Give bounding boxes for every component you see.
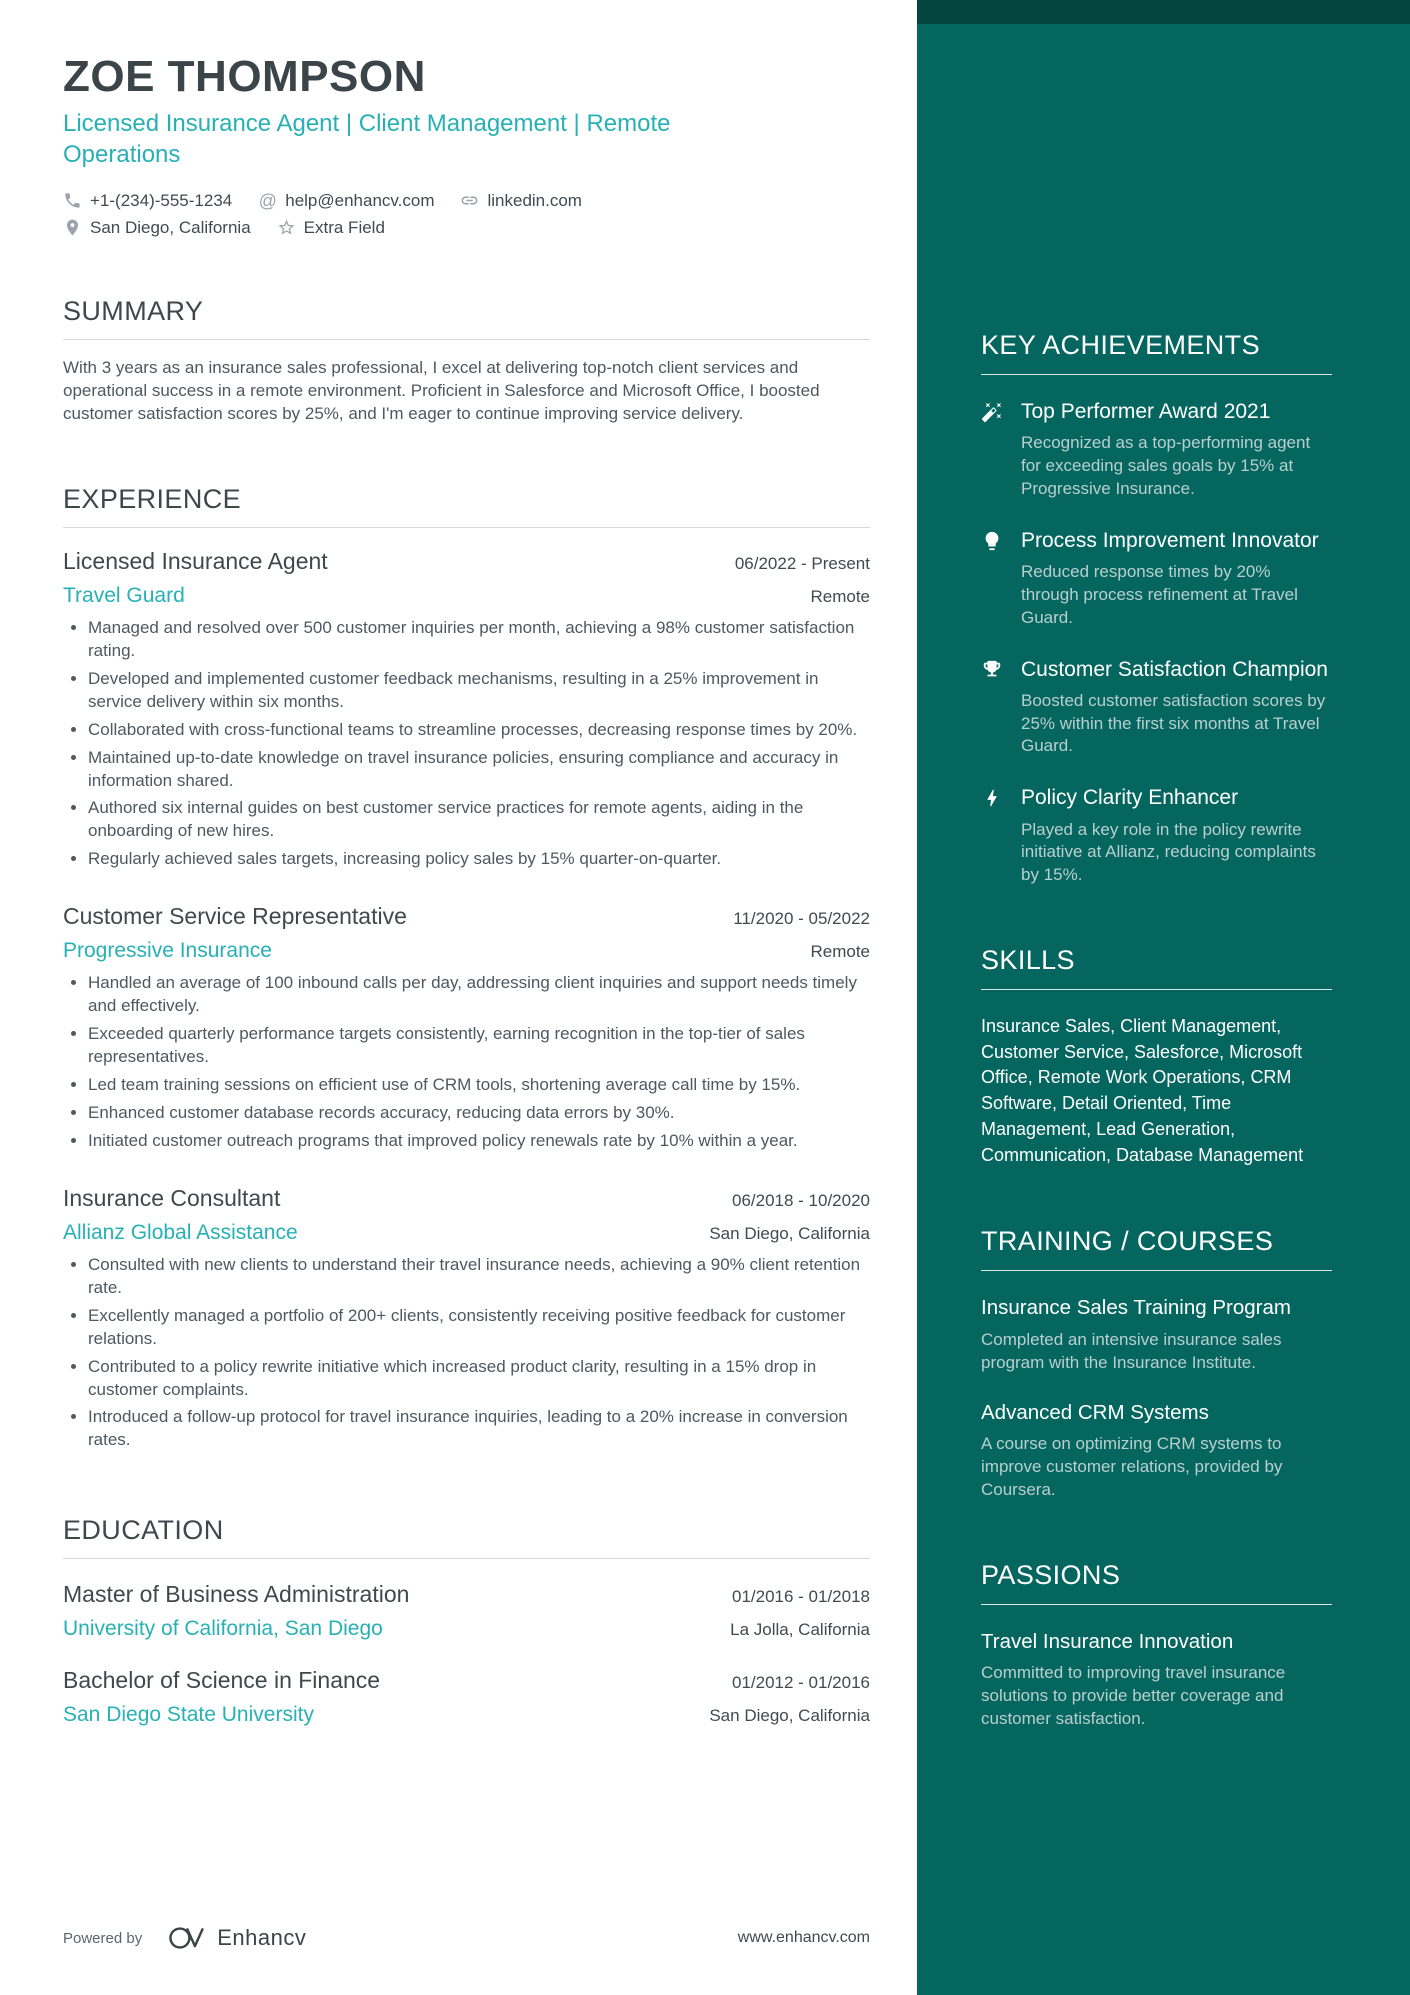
education-section (63, 1515, 870, 1727)
bullet: • Developed and implemented customer feedback mechanisms, resulting in a 25% improvement in service delivery within six months. (88, 668, 870, 714)
enhancv-wordmark: Enhancv (217, 1925, 307, 1950)
powered-by-label: Powered by (63, 1929, 143, 1947)
job-dates: 06/2018 - 10/2020 (731, 1190, 870, 1210)
achievement-item (981, 399, 1332, 501)
job-entry (63, 1185, 870, 1453)
sidebar-top-band (917, 0, 1410, 24)
magic-wand-icon (981, 399, 1005, 501)
bullet: • Introduced a follow-up protocol for travel insurance inquiries, leading to a 20% increase in conversion rates. (88, 1406, 870, 1452)
linkedin-url[interactable]: linkedin.com (487, 190, 582, 210)
achievement-description: Boosted customer satisfaction scores by 25% within the first six months at Travel Guard. (1021, 690, 1326, 756)
passion-title: Travel Insurance Innovation (981, 1629, 1234, 1653)
passions-heading: PASSIONS (981, 1560, 1332, 1605)
school-name: San Diego State University (63, 1703, 314, 1727)
contact-info (63, 191, 870, 238)
bullet: • Maintained up-to-date knowledge on travel insurance policies, ensuring compliance and accuracy in information shared. (88, 747, 870, 793)
course-description: Completed an intensive insurance sales program with the Insurance Institute. (981, 1330, 1282, 1372)
school-name: University of California, San Diego (63, 1617, 383, 1641)
course-title: Insurance Sales Training Program (981, 1296, 1291, 1320)
email-address[interactable]: help@enhancv.com (285, 190, 435, 210)
skills-list: Insurance Sales, Client Management, Customer Service, Salesforce, Microsoft Office, Remote Work Operations, CRM Software, Detail Oriented, Time Management, Lead Generation, Communication, Database Management (981, 1016, 1304, 1165)
achievement-item (981, 528, 1332, 630)
company-name: Progressive Insurance (63, 939, 272, 963)
extra-field-text: Extra Field (303, 217, 385, 237)
summary-heading: SUMMARY (63, 296, 870, 340)
education-dates: 01/2012 - 01/2016 (731, 1673, 870, 1693)
trophy-icon (981, 657, 1005, 759)
job-entry (63, 548, 870, 871)
experience-heading: EXPERIENCE (63, 484, 870, 528)
achievement-title: Policy Clarity Enhancer (1021, 786, 1239, 810)
person-name: ZOE THOMPSON (63, 52, 426, 101)
course-item (981, 1295, 1332, 1374)
job-dates: 06/2022 - Present (734, 553, 870, 573)
bullet: • Exceeded quarterly performance targets consistently, earning recognition in the top-tier of sales representatives. (88, 1023, 870, 1069)
course-description: A course on optimizing CRM systems to improve customer relations, provided by Coursera. (981, 1434, 1283, 1499)
site-url[interactable]: www.enhancv.com (737, 1929, 870, 1946)
company-name: Travel Guard (63, 583, 185, 607)
phone-icon (63, 191, 82, 210)
job-location: San Diego, California (709, 1223, 870, 1243)
phone-contact (63, 191, 232, 211)
education-heading: EDUCATION (63, 1515, 870, 1559)
achievement-item (981, 785, 1332, 887)
link-icon (460, 191, 479, 210)
enhancv-logo (168, 1923, 306, 1953)
bullet: • Regularly achieved sales targets, increasing policy sales by 15% quarter-on-quarter. (88, 848, 870, 871)
skills-heading: SKILLS (981, 945, 1332, 990)
course-item (981, 1400, 1332, 1502)
footer (63, 1923, 870, 1953)
achievement-item (981, 657, 1332, 759)
course-title: Advanced CRM Systems (981, 1400, 1209, 1424)
job-title: Customer Service Representative (63, 903, 407, 930)
degree: Master of Business Administration (63, 1581, 410, 1608)
bullet: • Handled an average of 100 inbound calls per day, addressing client inquiries and support needs timely and effectively. (88, 972, 870, 1018)
training-heading: TRAINING / COURSES (981, 1226, 1332, 1271)
resume-header (63, 54, 870, 238)
summary-text: With 3 years as an insurance sales professional, I excel at delivering top-notch client services and operational success in a remote environment. Proficient in Salesforce and Microsoft Office, I boosted customer satisfaction scores by 25%, and I'm eager to continue improving service delivery. (63, 357, 820, 424)
location-pin-icon (63, 218, 82, 237)
job-location: Remote (810, 942, 870, 962)
summary-section (63, 296, 870, 426)
education-entry (63, 1581, 870, 1641)
bullet: • Authored six internal guides on best customer service practices for remote agents, aiding in the onboarding of new hires. (88, 797, 870, 843)
achievement-description: Played a key role in the policy rewrite initiative at Allianz, reducing complaints by 15%. (1021, 819, 1316, 885)
passion-item (981, 1629, 1332, 1731)
contact-row-1 (63, 191, 870, 211)
bullet: • Led team training sessions on efficient use of CRM tools, shortening average call time by 15%. (88, 1074, 870, 1097)
bullet: • Consulted with new clients to understand their travel insurance needs, achieving a 90% client retention rate. (88, 1254, 870, 1300)
link-contact (460, 191, 582, 211)
key-achievements-section (981, 330, 1332, 887)
at-icon: @ (258, 190, 277, 211)
education-dates: 01/2016 - 01/2018 (731, 1587, 870, 1607)
key-achievements-heading: KEY ACHIEVEMENTS (981, 330, 1332, 375)
job-dates: 11/2020 - 05/2022 (733, 909, 870, 929)
passions-section (981, 1560, 1332, 1731)
education-location: La Jolla, California (730, 1620, 870, 1640)
passion-description: Committed to improving travel insurance solutions to provide better coverage and customer satisfaction. (981, 1663, 1286, 1728)
bullet: • Enhanced customer database records accuracy, reducing data errors by 30%. (88, 1102, 870, 1125)
achievement-description: Recognized as a top-performing agent for exceeding sales goals by 15% at Progressive Insurance. (1021, 433, 1311, 498)
lightbulb-icon (981, 528, 1005, 630)
job-bullets (63, 1254, 870, 1453)
star-icon (277, 218, 296, 237)
education-entry (63, 1667, 870, 1727)
job-location: Remote (810, 586, 870, 606)
location-contact (63, 218, 251, 238)
enhancv-logo-icon (168, 1923, 208, 1953)
bullet: • Collaborated with cross-functional teams to streamline processes, decreasing response times by 20%. (88, 719, 870, 742)
training-section (981, 1226, 1332, 1501)
job-title: Licensed Insurance Agent (63, 547, 328, 574)
extra-field-contact (277, 218, 385, 238)
sidebar (917, 0, 1410, 1995)
phone-number[interactable]: +1-(234)-555-1234 (90, 190, 233, 210)
degree: Bachelor of Science in Finance (63, 1667, 381, 1694)
achievement-description: Reduced response times by 20% through process refinement at Travel Guard. (1021, 562, 1298, 627)
education-location: San Diego, California (709, 1706, 870, 1726)
achievement-title: Customer Satisfaction Champion (1021, 657, 1328, 681)
email-contact (258, 191, 434, 211)
bullet: • Excellently managed a portfolio of 200+ clients, consistently receiving positive feedback for customer relations. (88, 1305, 870, 1351)
bullet: • Managed and resolved over 500 customer inquiries per month, achieving a 98% customer satisfaction rating. (88, 617, 870, 663)
location-text: San Diego, California (90, 217, 251, 237)
bullet: • Contributed to a policy rewrite initiative which increased product clarity, resulting in a 15% drop in customer complaints. (88, 1356, 870, 1402)
company-name: Allianz Global Assistance (63, 1220, 298, 1244)
lightning-bolt-icon (981, 785, 1005, 887)
bullet: • Initiated customer outreach programs that improved policy renewals rate by 10% within a year. (88, 1130, 870, 1153)
headline: Licensed Insurance Agent | Client Management | Remote Operations (63, 110, 671, 169)
achievement-title: Process Improvement Innovator (1021, 528, 1319, 552)
skills-section (981, 945, 1332, 1168)
achievement-title: Top Performer Award 2021 (1021, 400, 1271, 423)
contact-row-2 (63, 218, 870, 238)
job-bullets (63, 972, 870, 1153)
job-title: Insurance Consultant (63, 1184, 281, 1211)
experience-section (63, 484, 870, 1457)
job-bullets (63, 617, 870, 871)
job-entry (63, 903, 870, 1153)
